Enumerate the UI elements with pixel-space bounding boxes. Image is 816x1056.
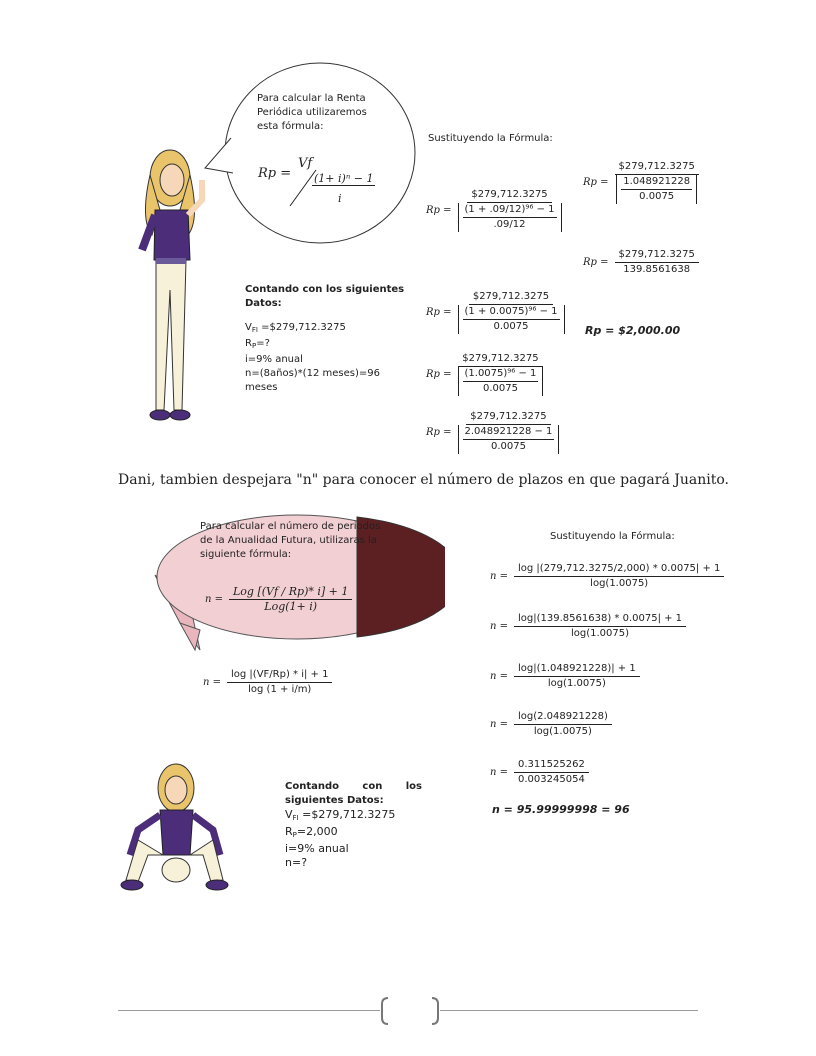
- speech-bubble: [195, 58, 420, 248]
- dato2-vf: $V_{FI}$ =$279,712.3275: [285, 808, 396, 822]
- rp-step-2: Rp = $279,712.3275 (1 + 0.0075)⁹⁶ − 1 0.0075: [426, 290, 565, 334]
- rp-step-1: Rp = $279,712.3275 (1 + .09/12)⁹⁶ − 1 .09/12: [426, 188, 562, 232]
- bubble-n-formula: n = $\frac{\text{Log [(Vf / Rp)* i] + 1}}{\text{Log(1+ i)}}$: [205, 585, 352, 614]
- bubble-text-2: Para calcular el número de periodos de la Anualidad Futura, utilizaras la siguiente fórmula:: [200, 521, 381, 560]
- datos-title-2: Contando con los siguientes Datos:: [285, 781, 422, 806]
- n-step-5: n = $\frac{0.311525262}{0.003245054}$: [490, 758, 589, 787]
- dato2-n: n=?: [285, 856, 308, 869]
- formula-inner-num: (1+ i)ⁿ − 1: [314, 172, 374, 185]
- footer-page-bracket: [378, 996, 442, 1026]
- dato2-rp: $R_P=2,000$: [285, 825, 338, 839]
- section-heading: Dani, tambien despejara "n" para conocer el número de plazos en que pagará Juanito.: [118, 472, 729, 488]
- dato-i: i=9% anual: [245, 354, 303, 365]
- datos-box-2: [285, 780, 422, 870]
- formula-inner-den: i: [338, 192, 342, 205]
- rp-step-3: Rp = $279,712.3275 (1.0075)⁹⁶ − 1 0.0075: [426, 352, 543, 396]
- n-step-3: n = $\frac{\log|(1.048921228)| + 1}{\log(1.0075)}$: [490, 662, 640, 691]
- dato-n: n=(8años)*(12 meses)=96 meses: [245, 368, 380, 393]
- formula-num: Vf: [298, 156, 313, 171]
- sustituyendo-label-2: Sustituyendo la Fórmula:: [550, 531, 675, 542]
- n-step-1: n = $\frac{\log |(279,712.3275/2,000) * 0.0075| + 1}{\log(1.0075)}$: [490, 562, 724, 591]
- rp-right-step-2: Rp = $\frac{\$279,712.3275}{139.8561638}$: [583, 248, 699, 277]
- footer-line-right: [440, 1010, 698, 1011]
- n-step-2: n = $\frac{\log|(139.8561638) * 0.0075| + 1}{\log(1.0075)}$: [490, 612, 686, 641]
- girl-sitting-illustration: [118, 760, 233, 895]
- n-step-4: n = $\frac{\log(2.048921228)}{\log(1.0075)}$: [490, 710, 612, 739]
- datos-title: Contando con los siguientes Datos:: [245, 284, 405, 309]
- dato-vf: $V_{FI}$ =$279,712.3275: [245, 322, 346, 334]
- n-result: n = 95.99999998 = 96: [492, 803, 630, 816]
- datos-box-1: [245, 283, 405, 395]
- rp-right-step-1: Rp = $279,712.3275 1.048921228 0.0075: [583, 160, 699, 204]
- dato-rp: $R_P=$?: [245, 338, 270, 350]
- n-formula: n = $\frac{\log |(VF/Rp) * i| + 1}{\log (1 + i/m)}$: [203, 668, 332, 697]
- bubble-text: Para calcular la Renta Periódica utilizaremos esta fórmula:: [257, 93, 367, 132]
- dato2-i: i=9% anual: [285, 842, 349, 855]
- footer-line-left: [118, 1010, 380, 1011]
- sustituyendo-label: Sustituyendo la Fórmula:: [428, 133, 553, 144]
- rp-formula: [258, 156, 378, 210]
- rp-step-4: Rp = $279,712.3275 2.048921228 − 1 0.0075: [426, 410, 559, 454]
- rp-result: Rp = $2,000.00: [585, 324, 681, 337]
- formula-lhs: Rp =: [258, 166, 292, 181]
